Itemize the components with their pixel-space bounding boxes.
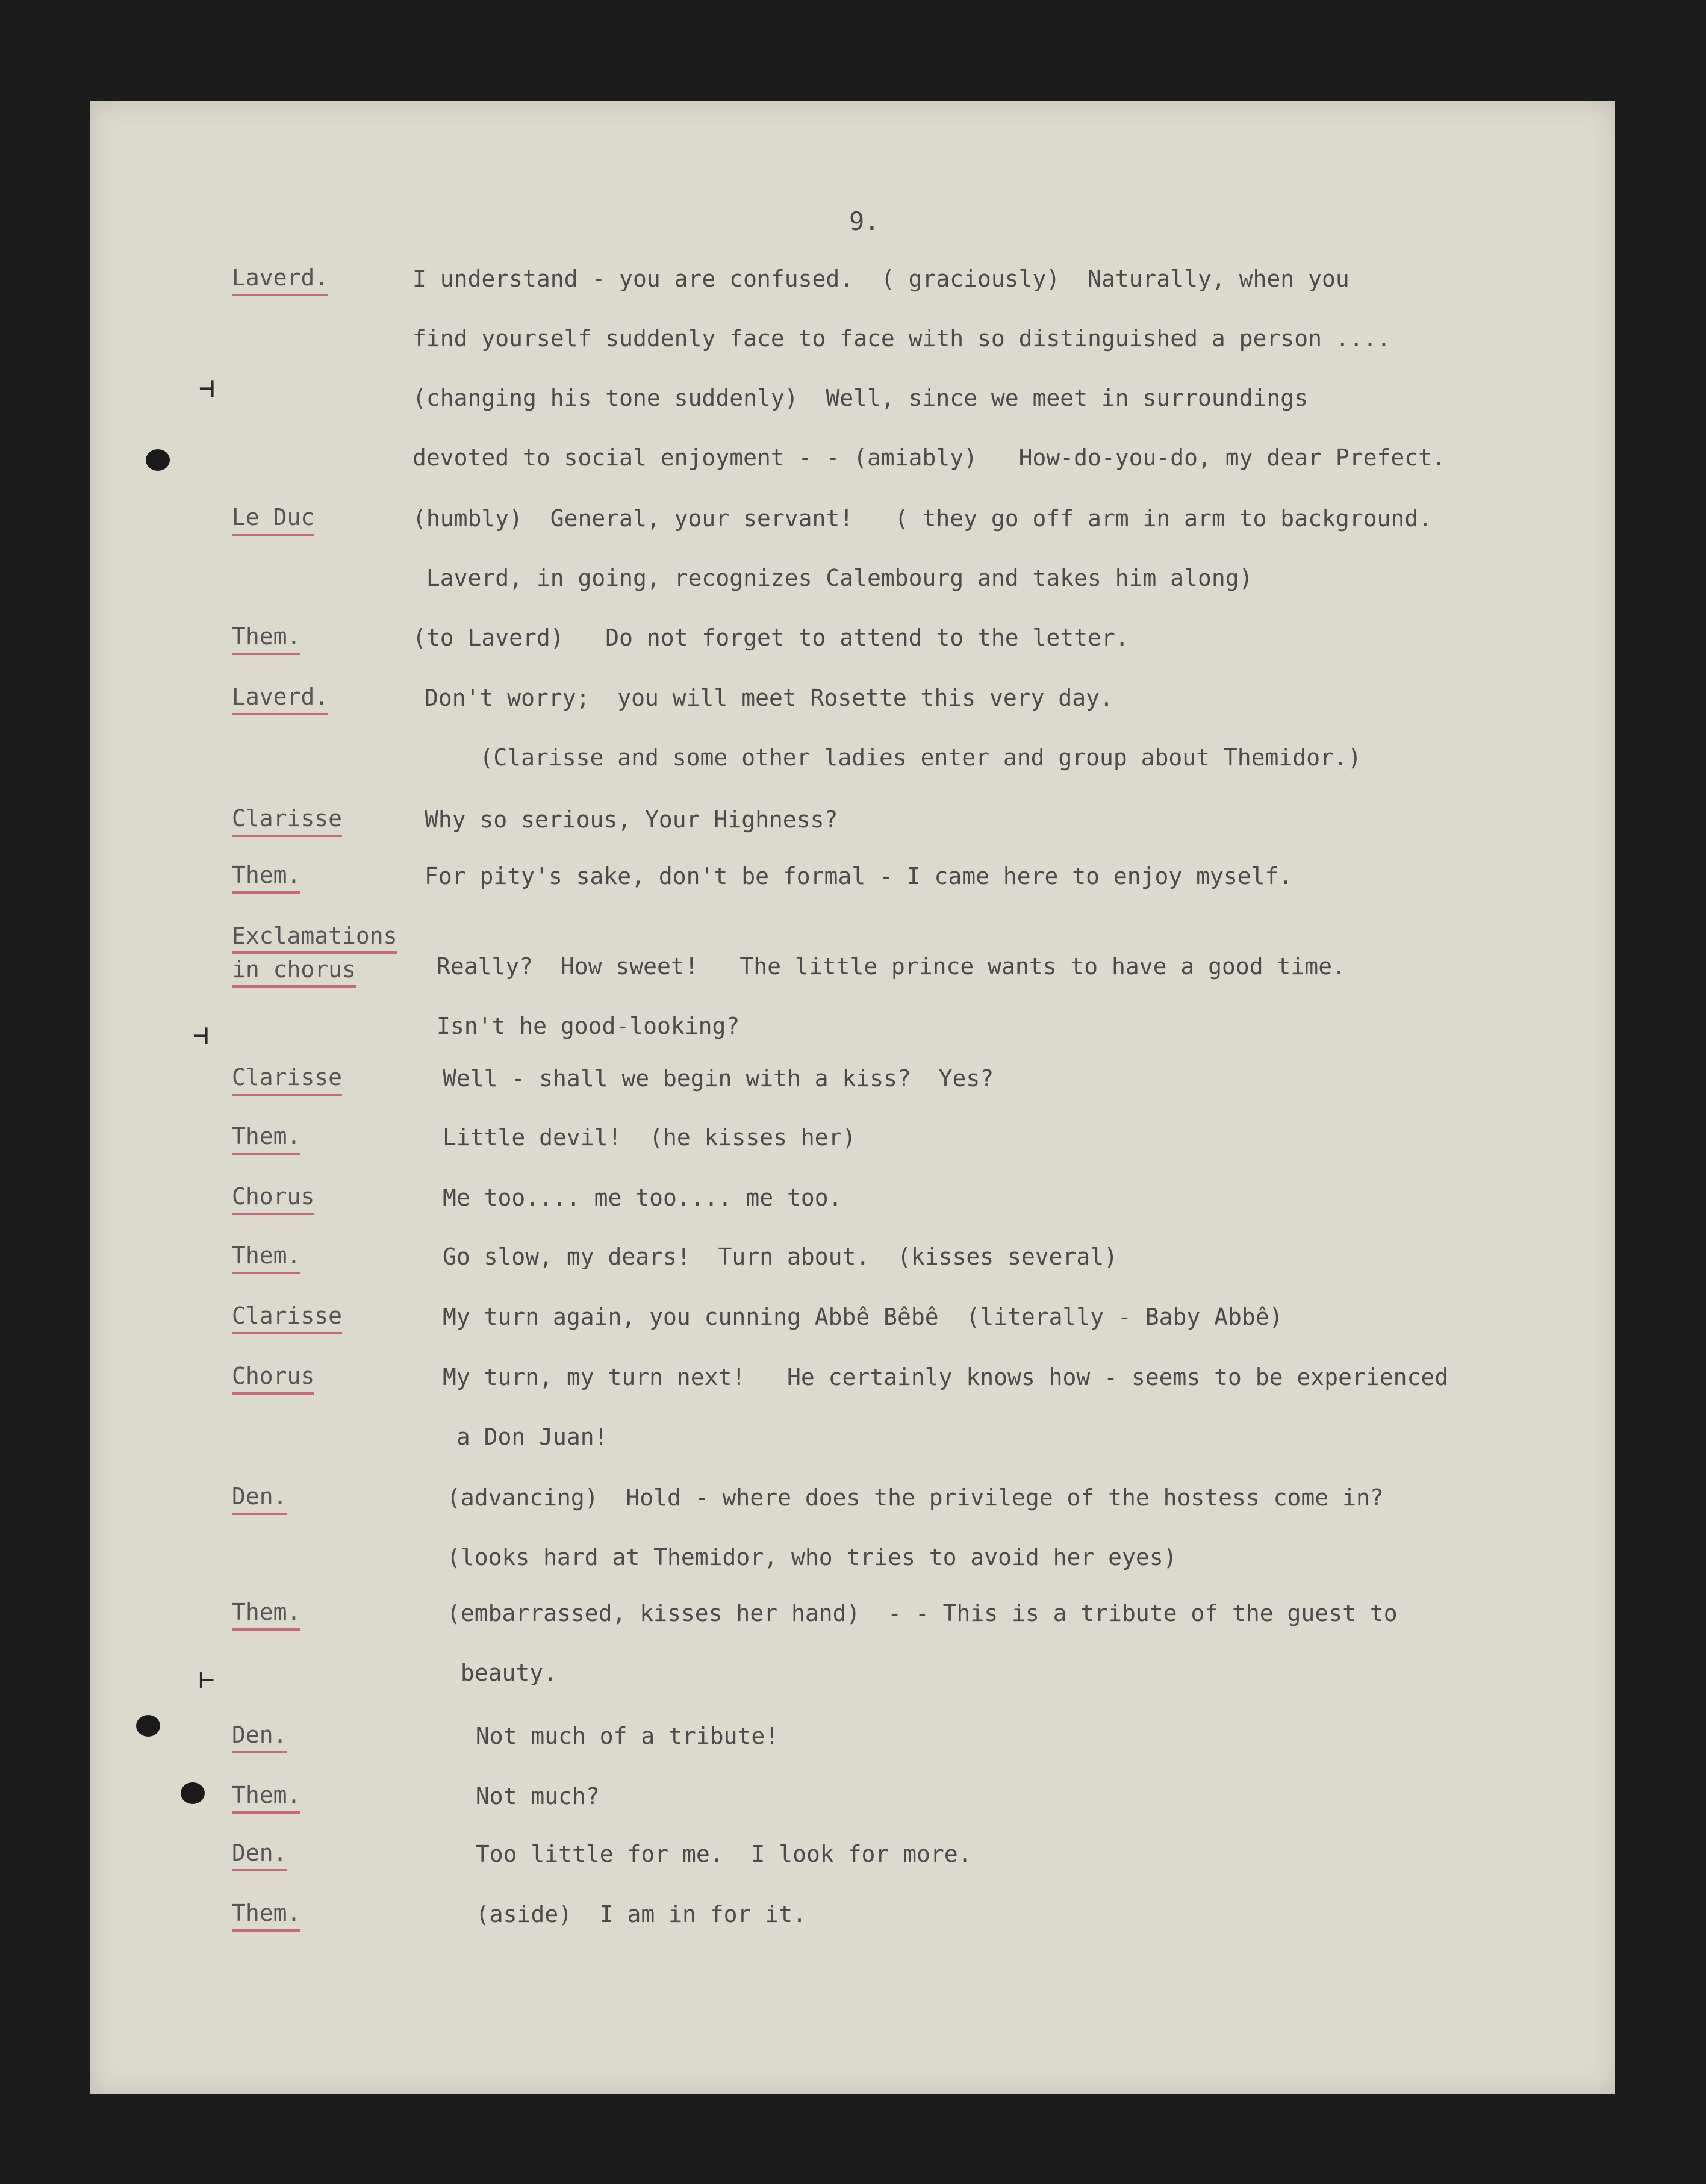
speaker-label: Them. <box>232 1121 300 1155</box>
dialogue-line: (aside) I am in for it. <box>462 1901 806 1927</box>
paper-tear-mark: ⊣ <box>199 373 215 403</box>
dialogue-line: find yourself suddenly face to face with so distinguished a person .... <box>412 325 1391 352</box>
speaker-label: Clarisse <box>232 803 342 837</box>
speaker-label: Them. <box>232 621 300 655</box>
speaker-label: Them. <box>232 1780 300 1814</box>
dialogue-line: Why so serious, Your Highness? <box>425 806 838 833</box>
dialogue-line: a Don Juan! <box>443 1423 608 1450</box>
dialogue-line: Laverd, in going, recognizes Calembourg and takes him along) <box>412 565 1253 591</box>
dialogue-line: (Clarisse and some other ladies enter and group about Themidor.) <box>425 744 1362 771</box>
speaker-label: Le Duc <box>232 502 314 536</box>
dialogue-line: Not much of a tribute! <box>462 1723 779 1749</box>
dialogue-line: beauty. <box>447 1660 558 1686</box>
dialogue-line: Really? How sweet! The little prince wants to have a good time. <box>437 953 1346 980</box>
speaker-label: Them. <box>232 1240 300 1274</box>
speaker-label: Clarisse <box>232 1301 342 1334</box>
dialogue-line: devoted to social enjoyment - - (amiably) How-do-you-do, my dear Prefect. <box>412 444 1446 471</box>
speaker-label: Chorus <box>232 1181 314 1215</box>
speaker-label: Them. <box>232 860 300 894</box>
dialogue-line: I understand - you are confused. ( graciously) Naturally, when you <box>412 266 1350 292</box>
speaker-label-line: Exclamations <box>232 920 397 954</box>
page-number: 9. <box>849 207 880 236</box>
typescript-page <box>90 101 1615 2094</box>
dialogue-line: (embarrassed, kisses her hand) - - This is a tribute of the guest to <box>447 1600 1398 1626</box>
dialogue-line: (to Laverd) Do not forget to attend to the letter. <box>412 624 1129 651</box>
dialogue-line: Not much? <box>462 1783 600 1809</box>
dialogue-line: (changing his tone suddenly) Well, since we meet in surroundings <box>412 385 1309 411</box>
speaker-label <box>232 920 397 989</box>
paper-tear-mark: ⊢ <box>199 1664 215 1695</box>
speaker-label: Them. <box>232 1898 300 1932</box>
dialogue-line: My turn, my turn next! He certainly knows how - seems to be experienced <box>443 1364 1449 1390</box>
dialogue-line: Don't worry; you will meet Rosette this very day. <box>425 685 1113 711</box>
speaker-label: Them. <box>232 1597 300 1631</box>
dialogue-line: Go slow, my dears! Turn about. (kisses several) <box>443 1243 1118 1270</box>
dialogue-line: (humbly) General, your servant! ( they go off arm in arm to background. <box>412 505 1432 532</box>
speaker-label: Den. <box>232 1838 287 1871</box>
dialogue-line: Little devil! (he kisses her) <box>443 1124 856 1151</box>
paper-tear-mark: ⊣ <box>193 1020 209 1051</box>
dialogue-line: Isn't he good-looking? <box>437 1013 740 1039</box>
speaker-label: Chorus <box>232 1361 314 1395</box>
dialogue-line: (looks hard at Themidor, who tries to avoid her eyes) <box>447 1544 1177 1570</box>
speaker-label: Den. <box>232 1481 287 1515</box>
speaker-label: Laverd. <box>232 682 328 715</box>
dialogue-line: Me too.... me too.... me too. <box>443 1184 842 1211</box>
dialogue-line: Too little for me. I look for more. <box>462 1841 972 1867</box>
speaker-label-line: in chorus <box>232 954 356 988</box>
punch-hole <box>136 1715 160 1737</box>
dialogue-line: Well - shall we begin with a kiss? Yes? <box>443 1065 994 1092</box>
speaker-label: Clarisse <box>232 1062 342 1096</box>
dialogue-line: (advancing) Hold - where does the privilege of the hostess come in? <box>447 1484 1384 1511</box>
speaker-label: Laverd. <box>232 263 328 296</box>
dialogue-line: My turn again, you cunning Abbê Bêbê (literally - Baby Abbê) <box>443 1304 1283 1330</box>
punch-hole <box>146 449 170 471</box>
dialogue-line: For pity's sake, don't be formal - I came here to enjoy myself. <box>425 863 1293 889</box>
speaker-label: Den. <box>232 1720 287 1753</box>
punch-hole <box>181 1782 205 1804</box>
